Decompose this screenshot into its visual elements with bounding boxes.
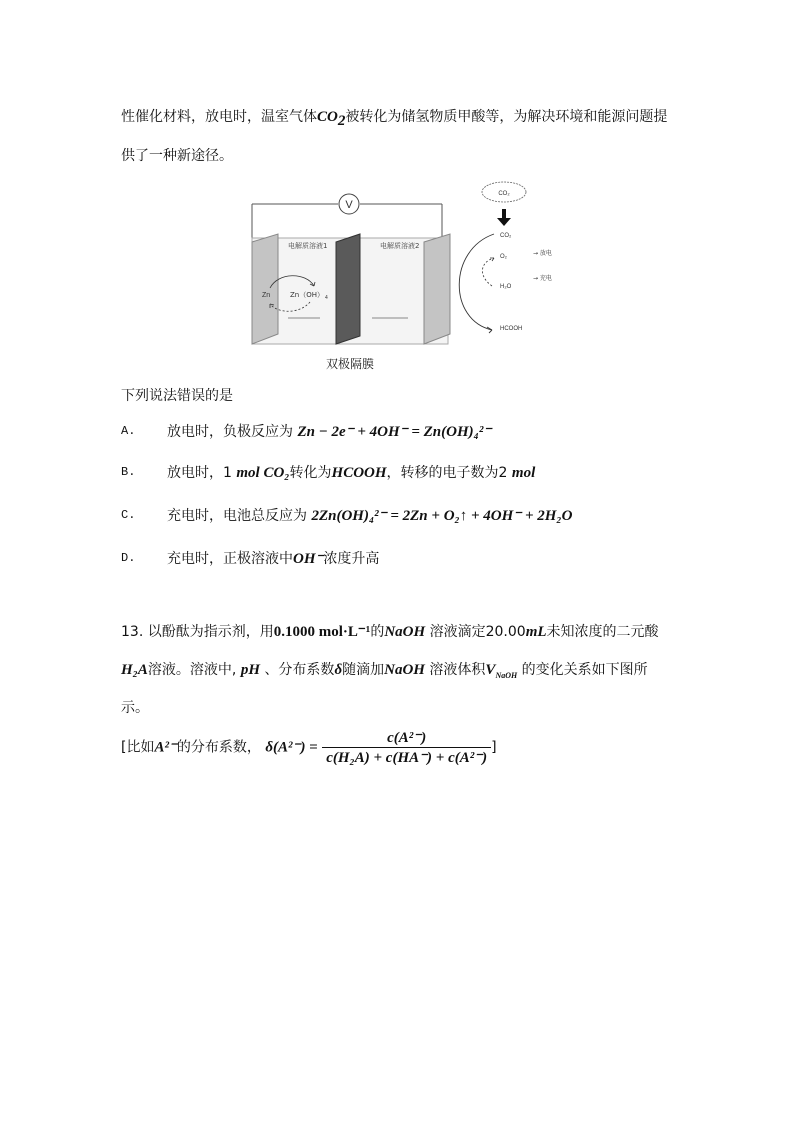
- catalyst-electrode: [424, 234, 450, 344]
- battery-diagram: [248, 180, 558, 375]
- co2-formula: CO: [317, 109, 338, 125]
- example-open: [比如: [121, 739, 155, 756]
- option-b-formula-b: HCOOH: [331, 465, 387, 481]
- q13-v: V: [485, 662, 496, 678]
- example-mid: 的分布系数，: [176, 739, 261, 756]
- charge-legend: → 充电: [533, 275, 552, 282]
- example-lhs: δ(A²⁻) =: [265, 739, 318, 756]
- voltmeter-label: V: [345, 199, 353, 211]
- q13-delta: δ: [334, 662, 343, 678]
- example-line: [121, 728, 497, 767]
- option-b-text-b: 转化为: [289, 465, 332, 481]
- example-a2: A²⁻: [154, 739, 177, 756]
- option-a-text: 放电时，负极反应为: [167, 424, 293, 440]
- q13-text-a: 以酚酞为指示剂，用: [147, 624, 274, 640]
- co2-label: CO₂: [500, 233, 512, 239]
- question-stem: 下列说法错误的是: [121, 388, 233, 404]
- co2-sub: 2: [337, 112, 346, 129]
- bipolar-membrane: [336, 234, 360, 344]
- option-a-letter: A.: [121, 424, 136, 438]
- zn-oh-label: Zn（OH）: [290, 291, 325, 299]
- intro-line-1: [121, 106, 667, 130]
- q13-line-3: 示。: [121, 700, 149, 716]
- q13-line-1: [121, 621, 659, 641]
- q13-text-e: 溶液。溶液中,: [147, 662, 237, 678]
- zn-oh-sub: 4: [325, 295, 328, 301]
- discharge-legend: → 放电: [533, 250, 552, 257]
- q13-naoh-2: NaOH: [384, 662, 425, 678]
- right-solution-label: 电解质溶液2: [380, 242, 420, 250]
- q13-text-g: 随滴加: [342, 662, 385, 678]
- option-b-text-c: ，转移的电子数为2: [386, 465, 508, 481]
- fraction-denominator: c(H₂A) + c(HA⁻) + c(A²⁻): [326, 750, 488, 766]
- q13-text-d: 未知浓度的二元酸: [546, 624, 659, 640]
- option-d-formula: OH⁻: [293, 551, 324, 567]
- option-b-text-a: 放电时，1: [167, 465, 232, 481]
- q13-ml: mL: [525, 624, 547, 640]
- membrane-caption: 双极隔膜: [325, 357, 375, 371]
- q13-text-f: 、分布系数: [264, 662, 335, 678]
- intro-line-2: 供了一种新途径。: [121, 148, 233, 164]
- o2-label: O₂: [500, 254, 507, 260]
- cloud-label: CO₂: [498, 191, 510, 197]
- option-d-text-b: 浓度升高: [323, 551, 380, 567]
- q13-ph: pH: [240, 662, 260, 678]
- down-arrow-icon: [497, 218, 511, 226]
- q13-concentration: 0.1000 mol·L⁻¹: [273, 624, 371, 640]
- h2o-label: H₂O: [500, 284, 512, 290]
- q13-v-sub: NaOH: [495, 670, 518, 680]
- q13-text-i: 的变化关系如下图所: [521, 662, 648, 678]
- q13-naoh: NaOH: [384, 624, 426, 640]
- q13-text-b: 的: [370, 624, 385, 640]
- option-c-formula: 2Zn(OH)₄²⁻ = 2Zn + O₂↑ + 4OH⁻ + 2H₂O: [311, 508, 573, 524]
- fraction-numerator: c(A²⁻): [322, 728, 491, 748]
- option-b-formula-c: mol: [511, 465, 536, 481]
- intro-text-b: 被转化为储氢物质甲酸等，为解决环境和能源问题提: [345, 109, 668, 125]
- option-b-letter: B.: [121, 465, 136, 479]
- q13-line-2: [121, 659, 648, 680]
- zn-electrode: [252, 234, 278, 344]
- hcooh-label: HCOOH: [500, 326, 523, 332]
- q13-h2a: H₂A: [121, 662, 148, 678]
- q13-text-h: 溶液体积: [429, 662, 486, 678]
- q13-number: 13.: [121, 624, 144, 640]
- option-c-text: 充电时，电池总反应为: [167, 508, 307, 524]
- example-close: ]: [491, 739, 497, 756]
- option-a-formula: Zn − 2e⁻ + 4OH⁻ = Zn(OH)₄²⁻: [297, 424, 492, 440]
- q13-text-c: 溶液滴定20.00: [429, 624, 526, 640]
- option-b-formula-a: mol CO₂: [236, 465, 290, 481]
- zn-label: Zn: [262, 292, 271, 299]
- intro-text-a: 性催化材料，放电时，温室气体: [121, 109, 317, 125]
- option-c-letter: C.: [121, 508, 136, 522]
- option-d-text-a: 充电时，正极溶液中: [167, 551, 293, 567]
- distribution-fraction: [322, 728, 491, 767]
- left-solution-label: 电解质溶液1: [288, 242, 328, 250]
- option-d-letter: D.: [121, 551, 136, 565]
